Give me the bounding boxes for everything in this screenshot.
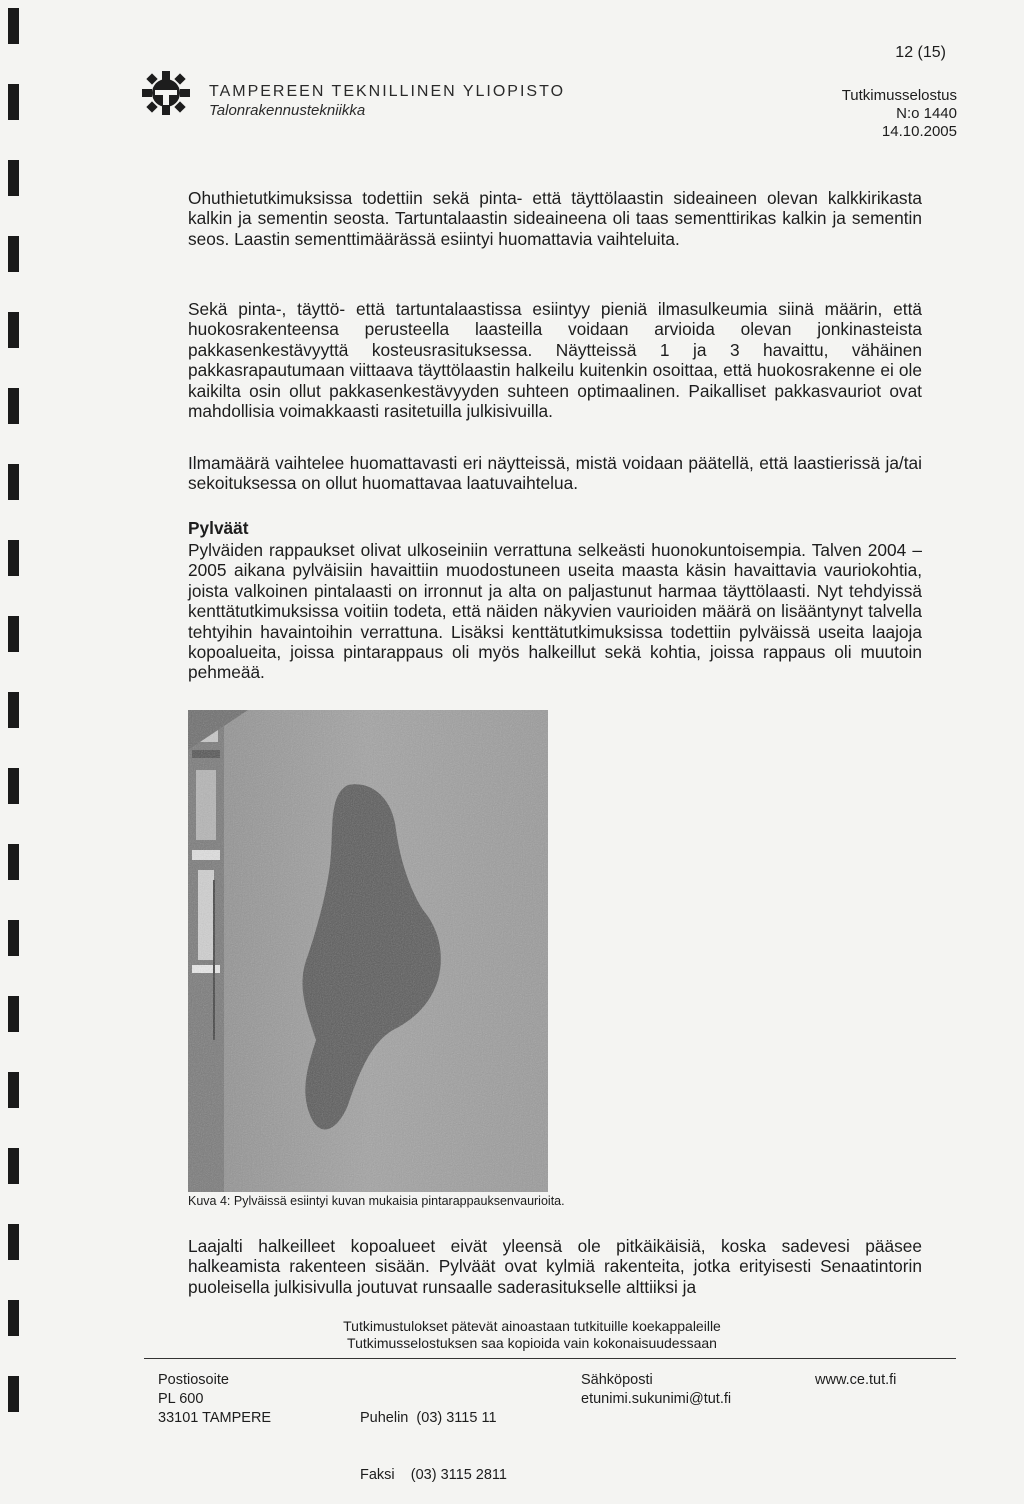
binder-mark: [8, 1148, 19, 1184]
department-name: Talonrakennustekniikka: [209, 102, 366, 119]
figure-photo-column-damage: [188, 710, 548, 1192]
paragraph: Ohuthietutkimuksissa todettiin sekä pinta- että täyttölaastin sideaineen olevan kalkkirikasta kalkin ja sementin seosta. Tartuntalaastin sideaineena oli taas sementtirikas kalkin ja sementin seos. Laastin sementtimäärässä esiintyi huomattavia vaihteluita.: [188, 188, 922, 249]
binder-mark: [8, 920, 19, 956]
website-link[interactable]: www.ce.tut.fi: [815, 1372, 897, 1388]
binder-mark: [8, 84, 19, 120]
paragraph: Laajalti halkeilleet kopoalueet eivät yleensä ole pitkäikäisiä, koska sadevesi pääsee halkeamista rakenteen sisään. Pylväät ovat kylmiä rakenteita, jotka erityisesti Senaatintorin puoleisella julkisivulla joutuvat runsaalle saderasitukselle alttiiksi ja: [188, 1236, 922, 1297]
paragraph-4-block: [188, 540, 922, 683]
email-label: Sähköposti: [581, 1372, 653, 1388]
paragraph-3-block: [188, 453, 922, 494]
document-date: 14.10.2005: [881, 123, 957, 140]
document-type: Tutkimusselostus: [841, 87, 957, 104]
footer-address: [158, 1371, 271, 1428]
footer-website: [815, 1371, 896, 1390]
binder-mark: [8, 1224, 19, 1260]
binder-mark: [8, 236, 19, 272]
university-name: TAMPEREEN TEKNILLINEN YLIOPISTO: [209, 83, 566, 100]
fax-number: Faksi (03) 3115 2811: [360, 1467, 507, 1483]
binder-mark: [8, 1072, 19, 1108]
footer-email: [581, 1371, 731, 1409]
paragraph-2-block: [188, 299, 922, 421]
address-label: Postiosoite: [158, 1372, 229, 1388]
binder-mark: [8, 312, 19, 348]
footer-note-1: Tutkimustulokset pätevät ainoastaan tutkituille koekappaleille: [343, 1318, 721, 1334]
binder-mark: [8, 768, 19, 804]
footer-divider: [144, 1358, 956, 1359]
binder-mark: [8, 8, 19, 44]
binder-mark: [8, 844, 19, 880]
binder-mark: [8, 1376, 19, 1412]
binder-mark: [8, 388, 19, 424]
binder-mark: [8, 692, 19, 728]
phone-number: Puhelin (03) 3115 11: [360, 1410, 497, 1426]
paragraph: Ilmamäärä vaihtelee huomattavasti eri näytteissä, mistä voidaan päätellä, että laastierissä ja/tai sekoituksessa on ollut huomattavaa laatuvaihtelua.: [188, 453, 922, 494]
binder-mark: [8, 996, 19, 1032]
figure-caption: Kuva 4: Pylväissä esiintyi kuvan mukaisia pintarappauksenvaurioita.: [188, 1194, 565, 1208]
paragraph-1-block: [188, 188, 922, 249]
binder-mark: [8, 616, 19, 652]
paragraph-5-block: [188, 1236, 922, 1297]
page-number: 12 (15): [895, 44, 946, 61]
university-logo-icon: [138, 66, 194, 116]
address-line-2: 33101 TAMPERE: [158, 1410, 272, 1426]
footer-phone: [360, 1371, 507, 1504]
paragraph: Sekä pinta-, täyttö- että tartuntalaastissa esiintyy pieniä ilmasulkeumia siinä määrin, että huokosrakenteensa perusteella laasteilla voidaan arvioida olevan jonkinasteista pakkasenkestävyyttä kosteusrasituksessa. Näytteissä 1 ja 3 havaittu, vähäinen pakkasrapautumaan viittaava täyttölaastin halkeilu kuitenkin osoittaa, että huokosrakenne ei ole kaikilta osin ollut pakkasenkestävyyden suhteen optimaalinen. Paikalliset pakkasvauriot ovat mahdollisia voimakkaasti rasitetuilla julkisivuilla.: [188, 299, 922, 422]
section-heading: Pylväät: [188, 518, 249, 538]
address-line-1: PL 600: [158, 1391, 204, 1407]
binder-mark: [8, 160, 19, 196]
binder-marks: [8, 0, 20, 1449]
binder-mark: [8, 540, 19, 576]
binder-mark: [8, 464, 19, 500]
email-address[interactable]: etunimi.sukunimi@tut.fi: [581, 1391, 732, 1407]
footer-note-2: Tutkimusselostuksen saa kopioida vain kokonaisuudessaan: [347, 1335, 717, 1351]
paragraph: Pylväiden rappaukset olivat ulkoseiniin verrattuna selkeästi huonokuntoisempia. Talven 2004 – 2005 aikana pylväisiin havaittiin muodostuneen useita maasta käsin havaittavia vauriokohtia, joista valkoinen pintalaasti on irronnut ja alta on paljastunut harmaa täyttölaasti. Nyt tehdyissä kenttätutkimuksissa voitiin todeta, että näiden näkyvien vaurioiden määrä on lisääntynyt talvella tehtyihin havaintoihin verrattuna. Lisäksi kenttätutkimuksissa todettiin pylväissä useita laajoja kopoalueita, joissa pintarappaus oli myös halkeillut sekä kohtia, joissa rappaus oli muutoin pehmeää.: [188, 540, 922, 683]
document-number: N:o 1440: [896, 105, 957, 122]
